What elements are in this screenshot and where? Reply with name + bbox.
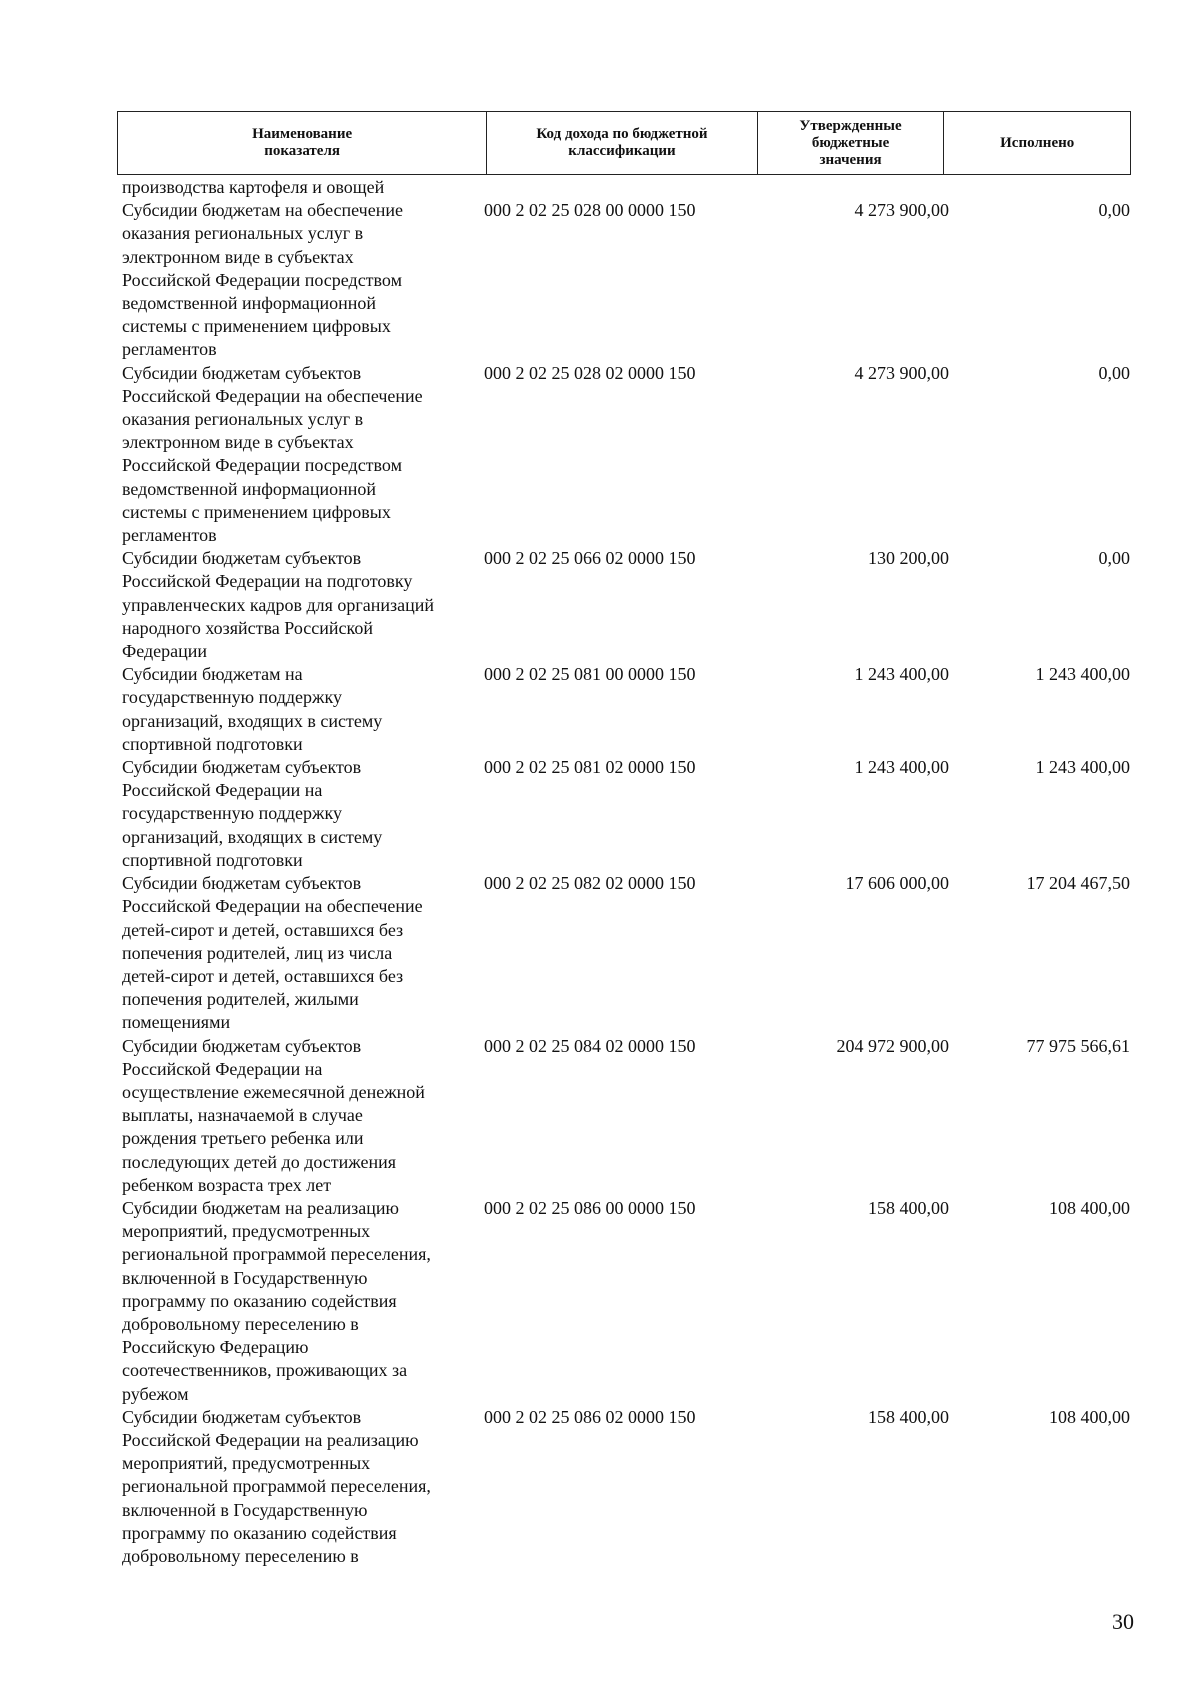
row-approved: 4 273 900,00 <box>854 362 949 383</box>
row-done: 77 975 566,61 <box>1026 1035 1130 1056</box>
header-name-column: Наименование показателя <box>118 112 487 174</box>
page-number: 30 <box>1112 1609 1134 1634</box>
table-row <box>122 199 1130 361</box>
row-approved: 1 243 400,00 <box>854 757 949 778</box>
table-row <box>122 663 1130 756</box>
table-row <box>122 1197 1130 1406</box>
table-row <box>122 1406 1130 1568</box>
row-done: 1 243 400,00 <box>1035 664 1130 685</box>
row-approved: 204 972 900,00 <box>836 1035 949 1056</box>
continuation-text: производства картофеля и овощей <box>122 177 385 197</box>
row-name: Субсидии бюджетам на государственную поддержку организаций, входящих в систему спортивной подготовки <box>122 664 383 754</box>
row-approved: 130 200,00 <box>868 548 949 569</box>
table-row <box>122 362 1130 548</box>
row-approved: 158 400,00 <box>868 1197 949 1218</box>
row-name: Субсидии бюджетам на реализацию мероприятий, предусмотренных региональной программой переселения, включенной в Государственную программу по оказанию содействия добровольному переселению в Российскую Федерацию соотечественников, проживающих за рубежом <box>122 1197 431 1404</box>
table-body <box>122 176 1130 1568</box>
row-done: 0,00 <box>1098 548 1130 569</box>
row-done: 1 243 400,00 <box>1035 757 1130 778</box>
row-done: 0,00 <box>1098 200 1130 221</box>
row-code: 000 2 02 25 028 02 0000 150 <box>484 362 696 383</box>
row-name: Субсидии бюджетам субъектов Российской Федерации на государственную поддержку организаций, входящих в систему спортивной подготовки <box>122 757 383 870</box>
row-code: 000 2 02 25 084 02 0000 150 <box>484 1035 696 1056</box>
continuation-row <box>122 176 1130 199</box>
row-done: 0,00 <box>1098 362 1130 383</box>
row-done: 108 400,00 <box>1049 1406 1130 1427</box>
row-code: 000 2 02 25 081 02 0000 150 <box>484 757 696 778</box>
row-approved: 17 606 000,00 <box>845 873 949 894</box>
row-code: 000 2 02 25 082 02 0000 150 <box>484 873 696 894</box>
table-row <box>122 547 1130 663</box>
row-code: 000 2 02 25 028 00 0000 150 <box>484 200 696 221</box>
header-done-column: Исполнено <box>1000 134 1075 151</box>
row-approved: 158 400,00 <box>868 1406 949 1427</box>
row-code: 000 2 02 25 086 02 0000 150 <box>484 1406 696 1427</box>
row-name: Субсидии бюджетам субъектов Российской Федерации на реализацию мероприятий, предусмотренных региональной программой переселения, включенной в Государственную программу по оказанию содействия добровольному переселению в <box>122 1406 431 1566</box>
row-name: Субсидии бюджетам субъектов Российской Федерации на обеспечение детей-сирот и детей, оставшихся без попечения родителей, лиц из числа детей-сирот и детей, оставшихся без попечения родителей, жилыми помещениями <box>122 873 423 1033</box>
table-row <box>122 756 1130 872</box>
row-name: Субсидии бюджетам субъектов Российской Федерации на обеспечение оказания региональных услуг в электронном виде в субъектах Российской Федерации посредством ведомственной информационной системы с применением цифровых регламентов <box>122 362 423 546</box>
header-code-column: Код дохода по бюджетной классификации <box>487 112 757 174</box>
row-approved: 1 243 400,00 <box>854 664 949 685</box>
row-name: Субсидии бюджетам субъектов Российской Федерации на подготовку управленческих кадров для организаций народного хозяйства Российской Федерации <box>122 548 435 662</box>
row-code: 000 2 02 25 081 00 0000 150 <box>484 664 696 685</box>
row-name: Субсидии бюджетам субъектов Российской Федерации на осуществление ежемесячной денежной выплаты, назначаемой в случае рождения третьего ребенка или последующих детей до достижения ребенком возраста трех лет <box>122 1035 425 1195</box>
header-approved-column: Утвержденные бюджетные значения <box>758 112 945 174</box>
table-row <box>122 872 1130 1034</box>
row-name: Субсидии бюджетам на обеспечение оказания региональных услуг в электронном виде в субъектах Российской Федерации посредством ведомственной информационной системы с применением цифровых регламентов <box>122 200 403 360</box>
row-done: 17 204 467,50 <box>1026 873 1130 894</box>
row-code: 000 2 02 25 086 00 0000 150 <box>484 1197 696 1218</box>
row-approved: 4 273 900,00 <box>854 200 949 221</box>
row-code: 000 2 02 25 066 02 0000 150 <box>484 548 696 569</box>
table-header <box>117 111 1131 175</box>
row-done: 108 400,00 <box>1049 1197 1130 1218</box>
table-row <box>122 1035 1130 1197</box>
